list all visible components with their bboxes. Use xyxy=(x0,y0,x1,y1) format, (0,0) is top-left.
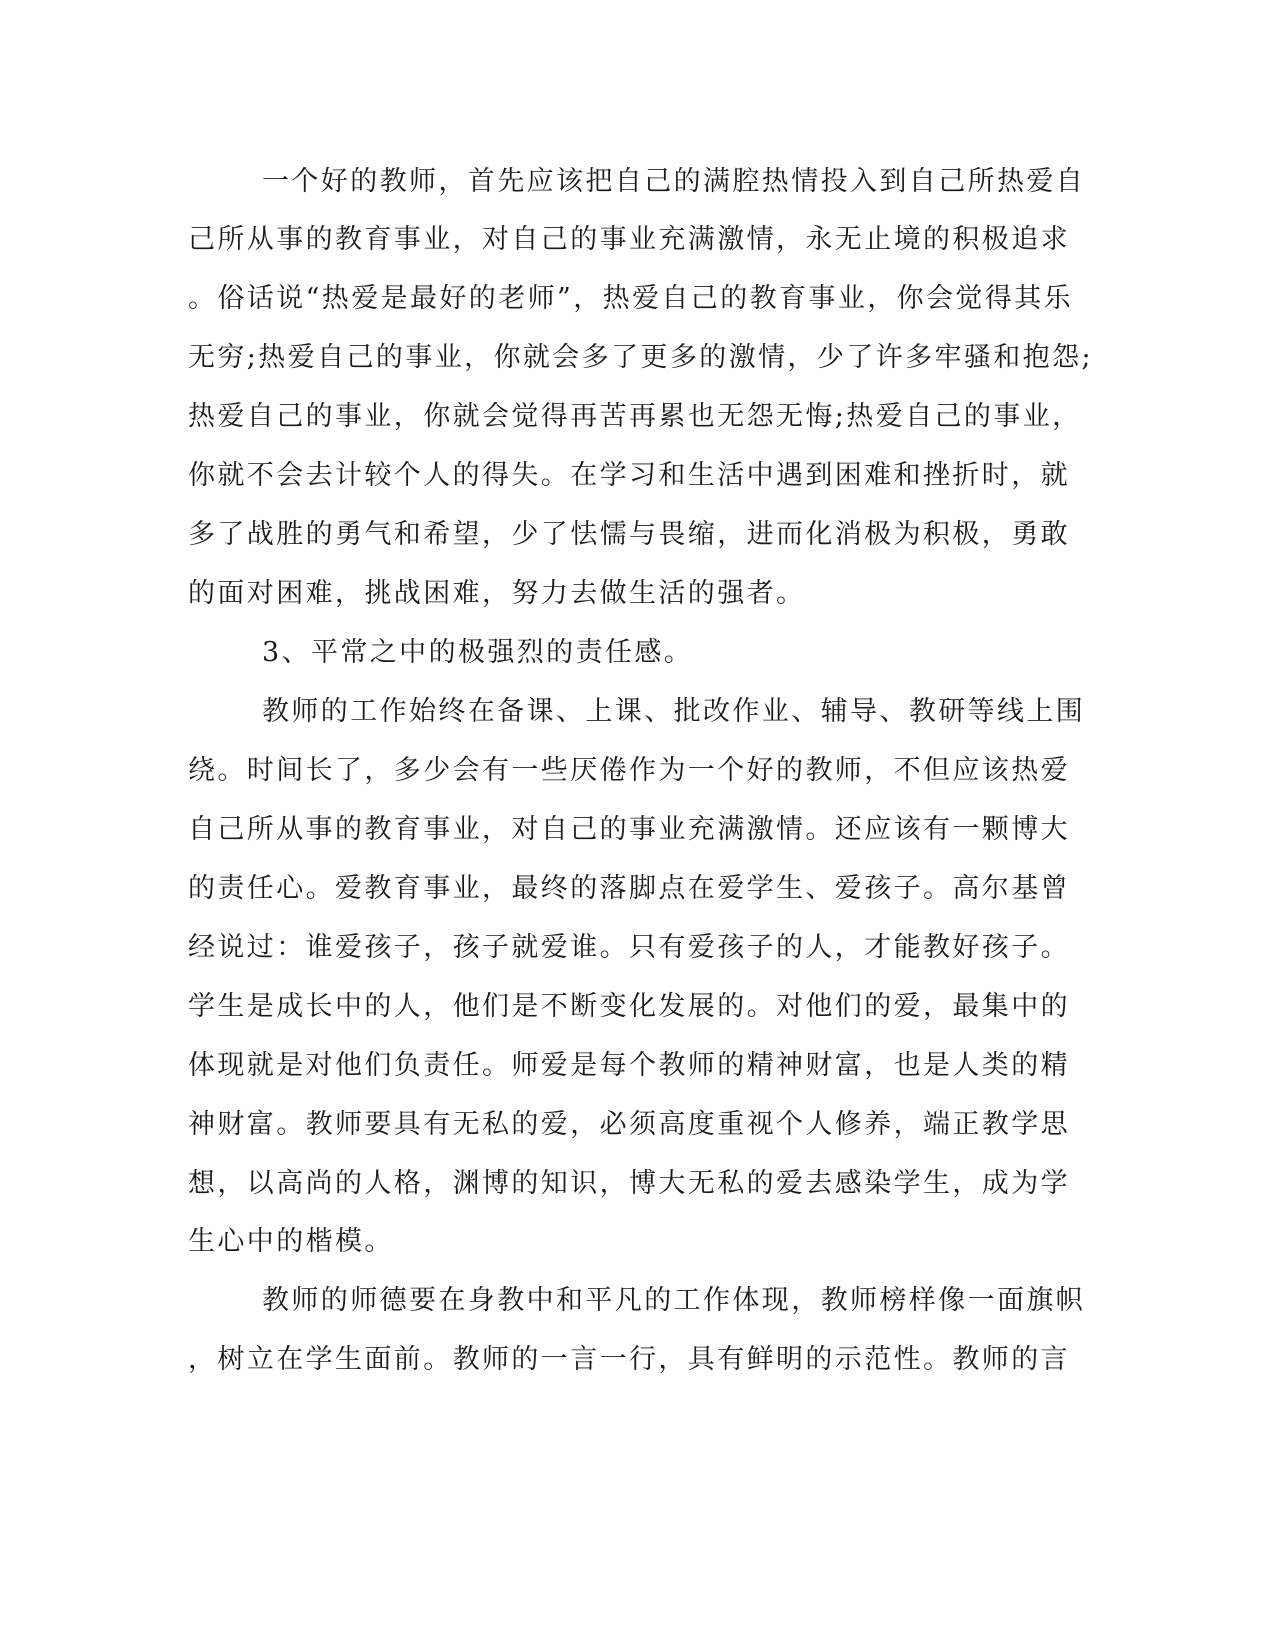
paragraph-1-line-6: 你就不会去计较个人的得失。在学习和生活中遇到困难和挫折时，就 xyxy=(188,460,1070,491)
paragraph-1-line-8: 的面对困难，挑战困难，努力去做生活的强者。 xyxy=(188,578,806,609)
paragraph-3-line-9: 想，以高尚的人格，渊博的知识，博大无私的爱去感染学生，成为学 xyxy=(188,1168,1070,1199)
paragraph-3-line-6: 学生是成长中的人，他们是不断变化发展的。对他们的爱，最集中的 xyxy=(188,991,1070,1022)
paragraph-3-line-4: 的责任心。爱教育事业，最终的落脚点在爱学生、爱孩子。高尔基曾 xyxy=(188,873,1070,904)
paragraph-3-line-2: 绕。时间长了，多少会有一些厌倦作为一个好的教师，不但应该热爱 xyxy=(188,755,1070,786)
paragraph-3-line-8: 神财富。教师要具有无私的爱，必须高度重视个人修养，端正教学思 xyxy=(188,1109,1070,1140)
paragraph-3-line-1: 教师的工作始终在备课、上课、批改作业、辅导、教研等线上围 xyxy=(262,696,1086,727)
paragraph-3-line-3: 自己所从事的教育事业，对自己的事业充满激情。还应该有一颗博大 xyxy=(188,814,1070,845)
paragraph-1-line-4: 无穷;热爱自己的事业，你就会多了更多的激情，少了许多牢骚和抱怨; xyxy=(188,342,1093,373)
paragraph-4-line-2: ，树立在学生面前。教师的一言一行，具有鲜明的示范性。教师的言 xyxy=(188,1344,1070,1375)
paragraph-1-line-1: 一个好的教师，首先应该把自己的满腔热情投入到自己所热爱自 xyxy=(262,166,1086,197)
paragraph-4-line-1: 教师的师德要在身教中和平凡的工作体现，教师榜样像一面旗帜 xyxy=(262,1285,1086,1316)
paragraph-1-line-7: 多了战胜的勇气和希望，少了怯懦与畏缩，进而化消极为积极，勇敢 xyxy=(188,519,1070,550)
paragraph-1-line-2: 己所从事的教育事业，对自己的事业充满激情，永无止境的积极追求 xyxy=(188,224,1070,255)
paragraph-3-line-7: 体现就是对他们负责任。师爱是每个教师的精神财富，也是人类的精 xyxy=(188,1050,1070,1081)
paragraph-3-line-5: 经说过：谁爱孩子，孩子就爱谁。只有爱孩子的人，才能教好孩子。 xyxy=(188,932,1070,963)
paragraph-1-line-5: 热爱自己的事业，你就会觉得再苦再累也无怨无悔;热爱自己的事业， xyxy=(188,401,1082,432)
paragraph-3-line-10: 生心中的楷模。 xyxy=(188,1226,394,1257)
paragraph-1-line-3: 。俗话说“热爱是最好的老师”，热爱自己的教育事业，你会觉得其乐 xyxy=(188,283,1074,314)
section-heading-3: 3、平常之中的极强烈的责任感。 xyxy=(262,637,694,668)
